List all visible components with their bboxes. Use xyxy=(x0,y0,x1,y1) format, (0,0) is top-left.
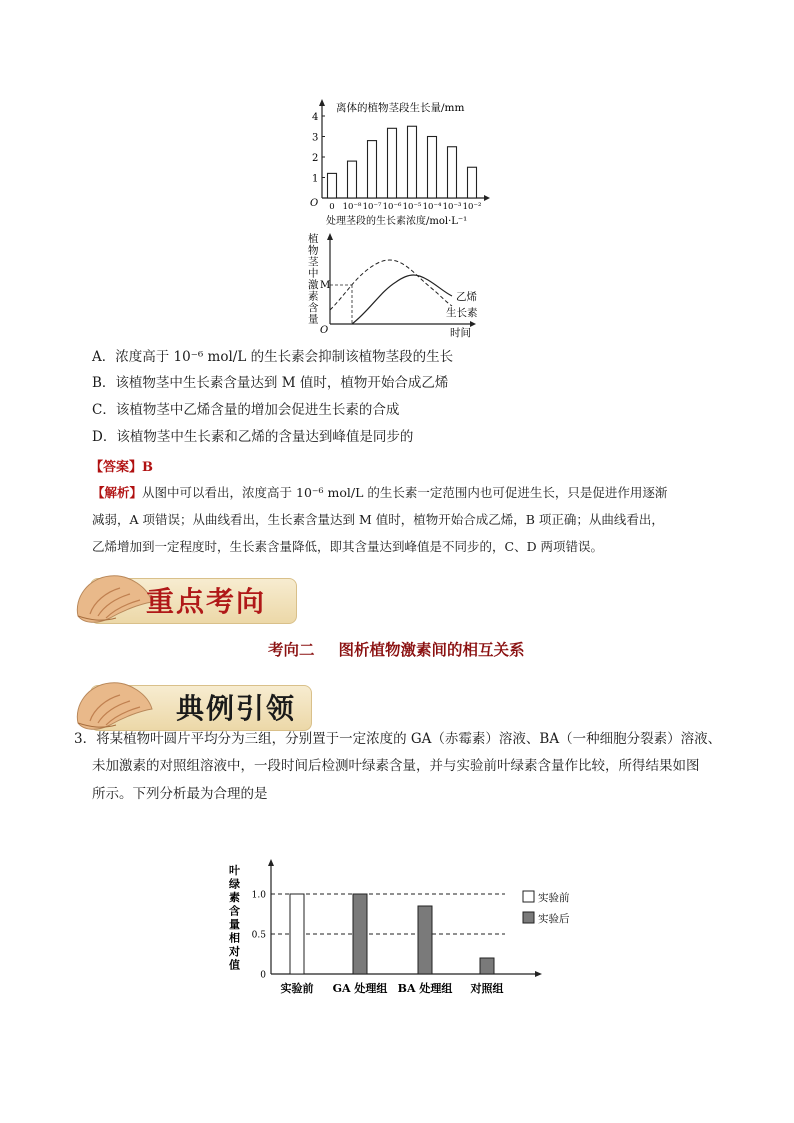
top-bar xyxy=(368,141,377,198)
analysis-tag: 【解析】 xyxy=(92,485,143,500)
top-bar xyxy=(408,126,417,198)
curve-y-label-char: 激 xyxy=(308,279,319,291)
option-a: A．浓度高于 10⁻⁶ mol/L 的生长素会抑制该植物茎段的生长 xyxy=(92,349,454,365)
bottom-x-tick-label: GA 处理组 xyxy=(332,982,388,995)
curve-y-axis-arrow xyxy=(327,233,333,240)
bottom-bar xyxy=(418,906,432,974)
bottom-y-label-char: 量 xyxy=(229,918,240,931)
section-prefix: 考向二 xyxy=(268,641,315,659)
x-axis-label: 处理茎段的生长素浓度/mol·L⁻¹ xyxy=(326,216,468,227)
top-x-tick-label: 10⁻³ xyxy=(442,202,462,212)
bottom-x-tick-label: 对照组 xyxy=(470,982,504,995)
bottom-x-tick-label: 实验前 xyxy=(280,982,314,995)
top-x-tick-label: 0 xyxy=(329,202,335,212)
bottom-y-label-char: 对 xyxy=(229,945,240,958)
analysis-text-1: 从图中可以看出，浓度高于 10⁻⁶ mol/L 的生长素一定范围内也可促进生长，只是促进作用逐渐 xyxy=(142,485,668,500)
top-x-tick-label: 10⁻⁵ xyxy=(402,202,422,212)
curve-y-label-char: 量 xyxy=(308,313,319,326)
answer-tag: 【答案】 xyxy=(90,460,143,475)
bottom-y-tick-label: 0.5 xyxy=(251,930,266,941)
curve-y-label-char: 素 xyxy=(308,290,319,303)
question-3-line-2: 未加激素的对照组溶液中，一段时间后检测叶绿素含量，并与实验前叶绿素含量作比较，所得结果如图 xyxy=(92,758,700,774)
question-3-line-3: 所示。下列分析最为合理的是 xyxy=(92,786,268,802)
analysis-line-2: 减弱，A 项错误；从曲线看出，生长素含量达到 M 值时，植物开始合成乙烯，B 项正确；从曲线看出， xyxy=(92,512,664,527)
bottom-bar xyxy=(353,894,367,974)
top-y-tick-label: 3 xyxy=(312,132,319,144)
bottom-y-label-char: 绿 xyxy=(229,877,240,891)
top-x-tick-label: 10⁻⁴ xyxy=(422,202,442,212)
top-bar xyxy=(468,167,477,198)
answer-line xyxy=(90,456,153,475)
top-x-tick-label: 10⁻⁶ xyxy=(382,202,402,212)
curve-y-label-char: 植 xyxy=(308,233,319,245)
curve-y-label-char: 茎 xyxy=(308,256,319,268)
top-bar xyxy=(388,128,397,198)
top-x-tick-label: 10⁻⁷ xyxy=(362,202,382,212)
bottom-bar xyxy=(290,894,304,974)
top-bar xyxy=(448,147,457,198)
bottom-bar xyxy=(480,958,494,974)
curve-origin-label: O xyxy=(320,325,329,336)
auxin-label: 生长素 xyxy=(446,307,478,319)
y-axis-arrow xyxy=(319,99,325,106)
hormone-curve-chart xyxy=(300,232,500,342)
bottom-y-label-char: 相 xyxy=(229,931,240,945)
legend-swatch-after xyxy=(523,912,534,923)
x-axis-arrow xyxy=(484,195,490,201)
top-x-tick-label: 10⁻⁸ xyxy=(342,202,362,212)
bottom-y-label-char: 值 xyxy=(229,958,240,972)
curve-y-label-char: 物 xyxy=(308,244,319,257)
bottom-y-tick-label: 1.0 xyxy=(251,890,266,901)
legend-swatch-before xyxy=(523,891,534,902)
top-bar xyxy=(428,137,437,199)
legend-label-before: 实验前 xyxy=(538,892,570,904)
bottom-y-axis-arrow xyxy=(268,859,274,866)
curve-x-label: 时间 xyxy=(450,327,471,339)
bottom-x-axis-arrow xyxy=(535,971,542,977)
section-title: 图析植物激素间的相互关系 xyxy=(338,641,525,659)
bottom-y-label-char: 素 xyxy=(229,891,240,904)
bottom-x-tick-label: BA 处理组 xyxy=(397,982,453,995)
growth-bar-chart xyxy=(300,96,500,231)
chlorophyll-bar-chart xyxy=(225,852,575,1002)
analysis-line-1 xyxy=(92,484,667,502)
question-3-line-1: 3．将某植物叶圆片平均分为三组，分别置于一定浓度的 GA（赤霉素）溶液、BA（一种细胞分裂素）溶液、 xyxy=(74,731,722,747)
m-label: M xyxy=(320,280,331,291)
chart-title: 离体的植物茎段生长量/mm xyxy=(336,102,465,114)
bottom-y-label xyxy=(228,863,241,972)
top-y-tick-label: 4 xyxy=(312,112,319,123)
top-x-tick-label: 10⁻² xyxy=(462,202,482,212)
top-bar xyxy=(348,161,357,198)
curve-y-label-char: 含 xyxy=(308,302,319,314)
top-y-tick-label: 1 xyxy=(312,173,319,185)
ethylene-curve xyxy=(352,275,452,324)
option-d: D．该植物茎中生长素和乙烯的含量达到峰值是同步的 xyxy=(92,429,414,445)
bottom-y-label-char: 叶 xyxy=(229,864,240,877)
banner-title-2: 典例引领 xyxy=(176,692,297,725)
curve-y-label-char: 中 xyxy=(308,267,319,280)
banner-key-direction xyxy=(70,568,300,628)
bottom-y-label-char: 含 xyxy=(229,904,240,918)
curve-y-label xyxy=(308,232,320,326)
answer-value: B xyxy=(142,460,154,475)
bottom-y-tick-label: 0 xyxy=(260,970,266,981)
banner-title: 重点考向 xyxy=(146,585,267,618)
option-b: B．该植物茎中生长素含量达到 M 值时，植物开始合成乙烯 xyxy=(92,375,449,391)
section-heading xyxy=(268,638,525,660)
top-bar xyxy=(328,173,337,198)
top-y-tick-label: 2 xyxy=(312,153,319,164)
origin-label: O xyxy=(310,198,319,209)
option-c: C．该植物茎中乙烯含量的增加会促进生长素的合成 xyxy=(92,402,400,418)
analysis-line-3: 乙烯增加到一定程度时，生长素含量降低，即其含量达到峰值是不同步的，C、D 两项错误。 xyxy=(92,539,604,554)
legend-label-after: 实验后 xyxy=(538,913,570,925)
ethylene-label: 乙烯 xyxy=(456,291,477,303)
